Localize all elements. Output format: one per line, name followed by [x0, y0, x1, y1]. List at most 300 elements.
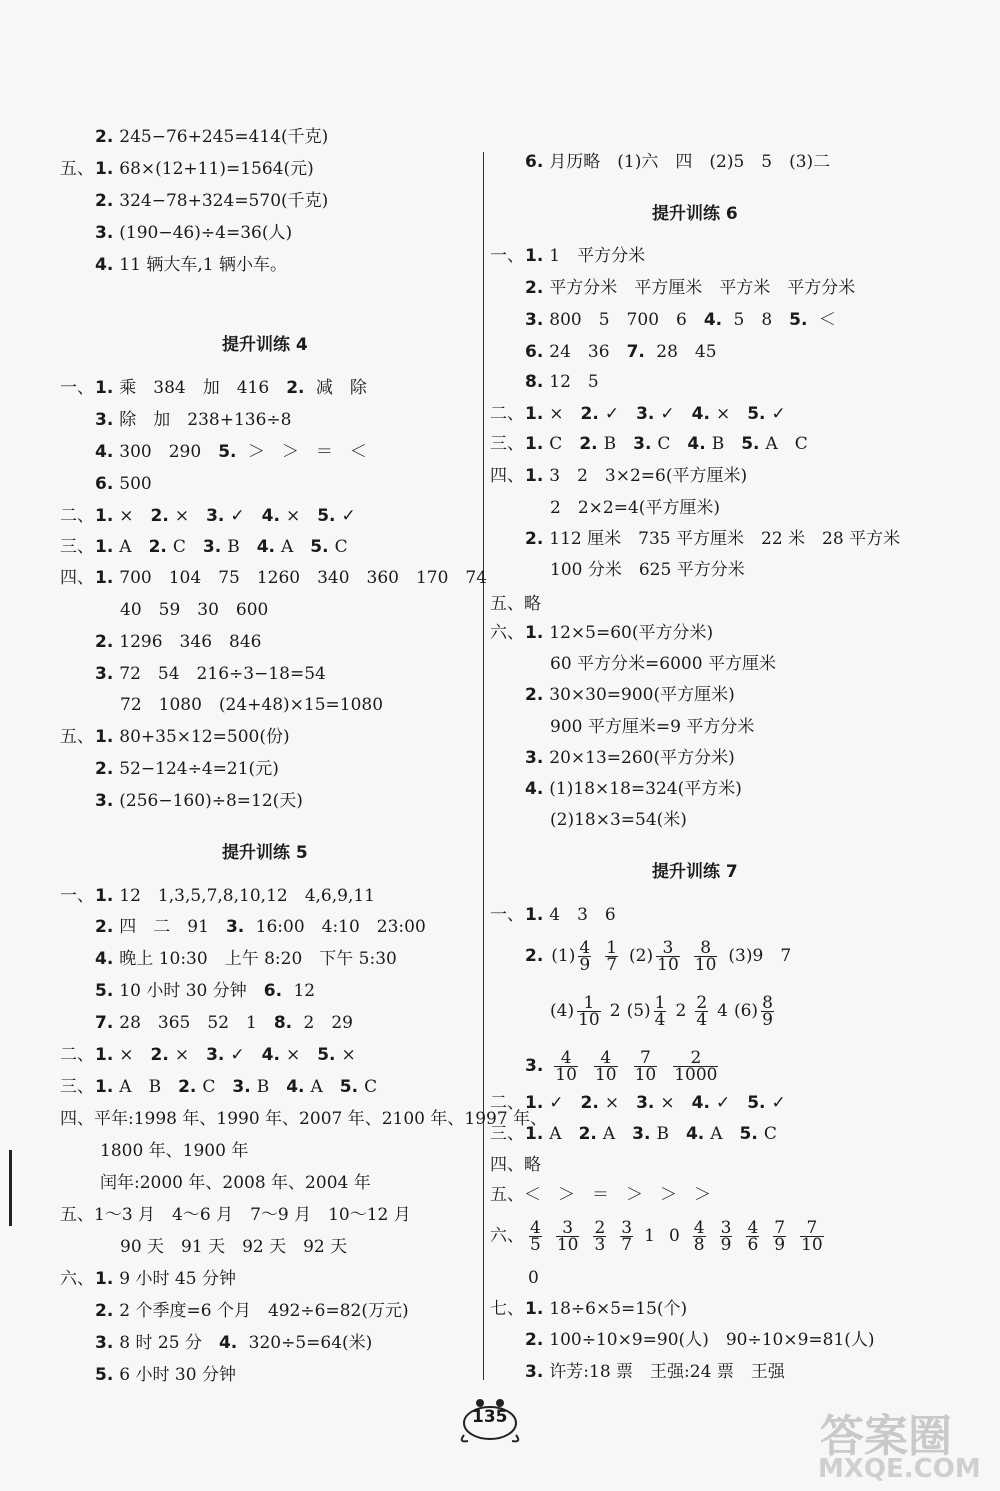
answer-line — [60, 1107, 547, 1131]
denominator: 4 — [696, 1010, 708, 1030]
item-number: 6. — [263, 981, 283, 1001]
answer-text: A B — [119, 1077, 179, 1097]
answer-text: 6 小时 30 分钟 — [119, 1365, 236, 1385]
answer-text: 12 — [288, 981, 316, 1001]
section-marker: 六、 — [490, 1226, 524, 1246]
answer-text: × — [604, 1093, 637, 1113]
answer-text: × — [119, 506, 151, 526]
answer-line — [60, 125, 328, 149]
item-number: 5. — [739, 1124, 758, 1144]
answer-text: 72 54 216÷3−18=54 — [119, 664, 326, 684]
answer-line — [490, 1091, 786, 1115]
answer-text: ✓ — [660, 404, 692, 424]
answer-text: C — [763, 1124, 777, 1144]
answer-text: 900 平方厘米=9 平方分米 — [550, 717, 755, 737]
answer-text: 1 — [644, 1226, 655, 1246]
answer-text: × — [285, 506, 318, 526]
answer-line — [60, 1075, 377, 1099]
numerator: 3 — [556, 1220, 580, 1237]
item-number: 6. — [525, 342, 544, 362]
item-number: 1. — [525, 623, 544, 643]
item-number: 5. — [95, 1365, 114, 1385]
answer-text: (6) — [733, 1001, 759, 1021]
answer-text: (2)18×3=54(米) — [550, 810, 687, 830]
item-number: 6. — [95, 474, 114, 494]
section-marker: 一、 — [60, 378, 94, 398]
answer-text: C — [172, 537, 203, 557]
answer-text: 五、＜ ＞ ＝ ＞ ＞ ＞ — [490, 1185, 711, 1205]
answer-line — [60, 1363, 236, 1387]
item-number: 4. — [687, 434, 706, 454]
answer-line — [550, 808, 687, 832]
answer-text: 0 — [528, 1268, 539, 1288]
answer-line — [490, 1183, 711, 1207]
answer-line — [60, 1203, 411, 1227]
answer-text: 减 除 — [310, 378, 367, 398]
answer-text: ✓ — [771, 1093, 786, 1113]
item-number: 2. — [579, 434, 598, 454]
answer-text: 112 厘米 735 平方厘米 22 米 28 平方米 — [549, 529, 901, 549]
item-number: 1. — [525, 246, 544, 266]
answer-text: 28 365 52 1 — [119, 1013, 274, 1033]
item-number: 2. — [95, 1301, 114, 1321]
item-number: 3. — [525, 310, 544, 330]
answer-text: 平方分米 平方厘米 平方米 平方分米 — [549, 278, 856, 298]
watermark-title: 答案圈 — [820, 1411, 952, 1462]
answer-line — [60, 979, 315, 1003]
answer-text: (3)9 7 — [728, 946, 792, 966]
answer-line — [60, 884, 375, 908]
item-number: 2. — [178, 1077, 197, 1097]
item-number: 4. — [261, 1045, 280, 1065]
answer-line — [490, 903, 616, 927]
answer-text: 800 5 700 6 — [549, 310, 704, 330]
item-number: 5. — [741, 434, 760, 454]
section-marker: 一、 — [490, 905, 524, 925]
answer-text: 4 3 6 — [549, 905, 616, 925]
item-number: 7. — [95, 1013, 114, 1033]
answer-text: C — [657, 434, 688, 454]
item-number: 2. — [580, 1093, 599, 1113]
denominator: 3 — [594, 1235, 606, 1255]
item-number: 3. — [202, 537, 222, 557]
item-number: 5. — [747, 1093, 766, 1113]
answer-text: 72 1080 (24+48)×15=1080 — [120, 695, 384, 715]
answer-text: 9 小时 45 分钟 — [119, 1269, 236, 1289]
denominator: 10 — [578, 1010, 600, 1030]
answer-line — [60, 440, 367, 464]
answer-text: 四、平年:1998 年、1990 年、2007 年、2100 年、1997 年、 — [60, 1109, 548, 1129]
answer-text: 90 天 91 天 92 天 92 天 — [120, 1237, 348, 1257]
fraction — [578, 940, 591, 973]
item-number: 4. — [95, 255, 114, 275]
answer-line — [60, 662, 326, 686]
answer-line — [490, 150, 830, 174]
numerator: 2 — [696, 993, 708, 1013]
item-number: 5. — [317, 1045, 336, 1065]
denominator: 10 — [634, 1065, 657, 1085]
answer-text: B — [227, 537, 257, 557]
answer-text: 68×(12+11)=1564(元) — [119, 159, 314, 179]
answer-text: × — [341, 1045, 356, 1065]
answer-text: × — [119, 1045, 151, 1065]
section-marker: 三、 — [60, 537, 94, 557]
answer-text: 四 二 91 — [119, 917, 226, 937]
answer-line — [100, 1139, 248, 1163]
item-number: 2. — [95, 632, 114, 652]
item-number: 1. — [525, 434, 544, 454]
answer-line — [490, 683, 735, 707]
answer-text: 300 290 — [119, 442, 219, 462]
answer-text: × — [174, 1045, 207, 1065]
item-number: 4. — [525, 779, 544, 799]
numerator: 2 — [673, 1050, 718, 1067]
item-number: 1. — [95, 159, 114, 179]
item-number: 2. — [95, 917, 114, 937]
fraction — [529, 1220, 542, 1253]
fraction — [593, 1220, 606, 1253]
answer-line — [60, 253, 287, 277]
numerator: 8 — [694, 940, 718, 957]
answer-text: 11 辆大车,1 辆小车。 — [119, 255, 287, 275]
denominator: 9 — [762, 1010, 773, 1030]
fraction — [673, 1050, 718, 1083]
item-number: 1. — [525, 1124, 544, 1144]
answer-line — [60, 1267, 236, 1291]
fraction — [620, 1220, 633, 1253]
item-number: 8. — [273, 1013, 293, 1033]
item-number: 4. — [256, 537, 275, 557]
item-number: 1. — [95, 506, 114, 526]
answer-text: ✓ — [230, 506, 262, 526]
item-number: 3. — [525, 1362, 544, 1382]
answer-line — [490, 340, 717, 364]
numerator: 4 — [579, 938, 591, 958]
item-number: 2. — [580, 404, 599, 424]
section-title: 提升训练 4 — [222, 335, 308, 355]
item-number: 3. — [525, 748, 544, 768]
item-number: 4. — [218, 1333, 238, 1353]
answer-text: 12 1,3,5,7,8,10,12 4,6,9,11 — [119, 886, 375, 906]
answer-text: 2 — [675, 1001, 687, 1021]
answer-text: × — [660, 1093, 692, 1113]
answer-text: 100 分米 625 平方分米 — [550, 560, 745, 580]
answer-text: 1296 346 846 — [119, 632, 262, 652]
answer-text: 2 29 — [298, 1013, 353, 1033]
answer-line — [60, 189, 328, 213]
denominator: 10 — [801, 1235, 823, 1255]
item-number: 2. — [148, 537, 167, 557]
item-number: 4. — [286, 1077, 305, 1097]
answer-text: 8 时 25 分 — [119, 1333, 219, 1353]
section-marker: 二、 — [490, 404, 524, 424]
fraction — [656, 940, 680, 973]
item-number: 2. — [286, 378, 305, 398]
item-number: 1. — [525, 404, 544, 424]
answer-text: ＜ — [813, 310, 836, 330]
numerator: 4 — [554, 1050, 578, 1067]
answer-line — [120, 1235, 347, 1259]
numerator: 8 — [762, 993, 773, 1013]
answer-text: B — [711, 434, 742, 454]
answer-text: (4) — [550, 1001, 575, 1021]
answer-text: 24 36 — [549, 342, 627, 362]
item-number: 2. — [525, 946, 544, 966]
answer-text: 40 59 30 600 — [120, 600, 269, 620]
item-number: 3. — [633, 434, 652, 454]
item-number: 2. — [150, 506, 169, 526]
answer-line — [550, 652, 776, 676]
answer-line — [60, 408, 292, 432]
item-number: 3. — [95, 791, 114, 811]
answer-text: 20×13=260(平方分米) — [549, 748, 735, 768]
numerator: 4 — [693, 1218, 705, 1238]
answer-text: 0 — [668, 1226, 680, 1246]
item-number: 5. — [747, 404, 766, 424]
section-title: 提升训练 6 — [652, 204, 738, 224]
answer-text: 10 小时 30 分钟 — [119, 981, 264, 1001]
answer-line — [490, 777, 742, 801]
answer-line — [60, 1331, 372, 1355]
item-number: 3. — [636, 404, 655, 424]
denominator: 9 — [774, 1235, 786, 1255]
section-marker: 二、 — [60, 1045, 94, 1065]
denominator: 10 — [555, 1065, 577, 1085]
fraction — [577, 995, 601, 1028]
answer-text: A — [119, 537, 149, 557]
answer-text: 2 个季度=6 个月 492÷6=82(万元) — [119, 1301, 409, 1321]
answer-text: 320÷5=64(米) — [243, 1333, 373, 1353]
answer-text: A — [280, 537, 311, 557]
item-number: 1. — [525, 905, 544, 925]
item-number: 4. — [691, 1093, 710, 1113]
fraction — [695, 995, 708, 1028]
item-number: 1. — [95, 727, 114, 747]
answer-text: 4 — [717, 1001, 728, 1021]
item-number: 1. — [95, 378, 114, 398]
answer-line — [490, 402, 786, 426]
answer-text: ✓ — [604, 404, 637, 424]
answer-text: 乘 384 加 416 — [119, 378, 287, 398]
denominator: 4 — [654, 1010, 666, 1030]
answer-text: A — [710, 1124, 740, 1144]
item-number: 7. — [626, 342, 645, 362]
item-number: 5. — [95, 981, 114, 1001]
item-number: 5. — [317, 506, 336, 526]
answer-line — [60, 630, 261, 654]
answer-text: A — [602, 1124, 633, 1144]
answer-text: 5 8 — [728, 310, 790, 330]
item-number: 2. — [95, 759, 114, 779]
fraction — [800, 1220, 824, 1253]
answer-text: B — [656, 1124, 686, 1144]
answer-text: 许芳:18 票 王强:24 票 王强 — [549, 1362, 785, 1382]
answer-text: A — [310, 1077, 340, 1097]
fraction — [746, 1220, 759, 1253]
answer-line — [550, 496, 720, 520]
item-number: 1. — [95, 537, 114, 557]
answer-line — [550, 558, 745, 582]
answer-text: 500 — [119, 474, 152, 494]
answer-text: × — [174, 506, 207, 526]
answer-text: 18÷6×5=15(个) — [549, 1299, 688, 1319]
answer-line — [490, 276, 855, 300]
answer-line — [490, 1122, 777, 1146]
answer-text: C — [364, 1077, 378, 1097]
answer-line — [60, 1299, 409, 1323]
numerator: 4 — [594, 1050, 618, 1067]
item-number: 2. — [95, 127, 114, 147]
answer-text: ✓ — [715, 1093, 748, 1113]
answer-text: ✓ — [230, 1045, 262, 1065]
fraction-line — [525, 940, 791, 973]
answer-text: 晚上 10:30 上午 8:20 下午 5:30 — [119, 949, 397, 969]
answer-line — [120, 693, 383, 717]
numerator: 3 — [656, 940, 680, 957]
answer-line — [490, 621, 713, 645]
fraction — [556, 1220, 580, 1253]
item-number: 5. — [339, 1077, 359, 1097]
answer-text: C — [334, 537, 348, 557]
item-number: 2. — [95, 191, 114, 211]
answer-text: C — [549, 434, 580, 454]
answer-line — [550, 715, 754, 739]
item-number: 2. — [525, 1330, 544, 1350]
item-number: 2. — [525, 278, 544, 298]
fraction — [634, 1050, 658, 1083]
answer-text: B — [256, 1077, 287, 1097]
item-number: 5. — [789, 310, 808, 330]
denominator: 5 — [530, 1235, 541, 1255]
answer-text: ✓ — [549, 1093, 581, 1113]
item-number: 2. — [525, 685, 544, 705]
denominator: 1000 — [674, 1065, 718, 1085]
fraction — [654, 995, 667, 1028]
answer-text: 四、略 — [490, 1155, 541, 1175]
answer-text: (2) — [629, 946, 654, 966]
fraction — [773, 1220, 786, 1253]
item-number: 1. — [95, 1269, 114, 1289]
fraction — [761, 995, 774, 1028]
section-marker: 六、 — [60, 1269, 94, 1289]
answer-line — [60, 221, 292, 245]
answer-text: 12×5=60(平方分米) — [549, 623, 714, 643]
answer-line — [60, 535, 348, 559]
answer-text: 除 加 238+136÷8 — [119, 410, 292, 430]
fraction — [720, 1220, 733, 1253]
answer-line — [60, 915, 426, 939]
item-number: 4. — [691, 404, 710, 424]
item-number: 3. — [525, 1056, 544, 1076]
numerator: 1 — [606, 938, 618, 958]
section-marker: 五、 — [60, 159, 94, 179]
section-marker: 三、 — [490, 434, 524, 454]
answer-text: 700 104 75 1260 340 360 170 74 — [119, 568, 488, 588]
section-marker: 六、 — [490, 623, 524, 643]
fraction-line — [490, 1220, 835, 1253]
section-marker: 二、 — [60, 506, 94, 526]
fraction — [594, 1050, 618, 1083]
numerator: 4 — [747, 1218, 759, 1238]
answer-text: 2 2×2=4(平方厘米) — [550, 498, 721, 518]
item-number: 3. — [636, 1093, 655, 1113]
item-number: 2. — [578, 1124, 597, 1144]
item-number: 4. — [95, 442, 114, 462]
numerator: 7 — [774, 1218, 786, 1238]
answer-text: C — [202, 1077, 233, 1097]
fraction — [694, 940, 718, 973]
page-number: 135 — [472, 1407, 508, 1427]
denominator: 9 — [579, 955, 591, 975]
section-marker: 四、 — [490, 466, 524, 486]
answer-line — [528, 1266, 539, 1290]
answer-text: 100÷10×9=90(人) 90÷10×9=81(人) — [549, 1330, 875, 1350]
denominator: 10 — [594, 1065, 617, 1085]
section-title: 提升训练 5 — [222, 843, 308, 863]
item-number: 3. — [632, 1124, 651, 1144]
answer-line — [490, 1153, 541, 1177]
item-number: 2. — [525, 529, 544, 549]
answer-text: 16:00 4:10 23:00 — [250, 917, 426, 937]
answer-text: B — [603, 434, 634, 454]
item-number: 8. — [525, 372, 544, 392]
denominator: 8 — [693, 1235, 705, 1255]
answer-text: A C — [765, 434, 808, 454]
answer-text: ✓ — [341, 506, 356, 526]
item-number: 3. — [206, 1045, 225, 1065]
answer-text: ＞ ＞ ＝ ＜ — [242, 442, 367, 462]
answer-text: 五、1～3 月 4～6 月 7～9 月 10～12 月 — [60, 1205, 411, 1225]
answer-text: ✓ — [771, 404, 786, 424]
numerator: 3 — [621, 1218, 633, 1238]
section-marker: 七、 — [490, 1299, 524, 1319]
item-number: 3. — [225, 917, 245, 937]
item-number: 6. — [525, 152, 544, 172]
answer-text: 1 平方分米 — [549, 246, 646, 266]
numerator: 7 — [800, 1220, 824, 1237]
answer-text: 28 45 — [650, 342, 717, 362]
denominator: 9 — [720, 1235, 732, 1255]
answer-text: 245−76+245=414(千克) — [119, 127, 329, 147]
answer-line — [490, 464, 747, 488]
denominator: 10 — [556, 1235, 579, 1255]
item-number: 4. — [703, 310, 723, 330]
section-title: 提升训练 7 — [652, 862, 738, 882]
numerator: 3 — [720, 1218, 732, 1238]
item-number: 5. — [218, 442, 237, 462]
answer-line — [490, 527, 900, 551]
section-marker: 三、 — [490, 1124, 524, 1144]
fraction — [693, 1220, 706, 1253]
item-number: 1. — [95, 1045, 114, 1065]
answer-line — [490, 432, 808, 456]
item-number: 1. — [525, 1299, 544, 1319]
answer-line — [60, 757, 279, 781]
numerator: 2 — [594, 1218, 606, 1238]
answer-text: (1)18×18=324(平方米) — [549, 779, 742, 799]
answer-text: 12 5 — [549, 372, 599, 392]
item-number: 1. — [525, 466, 544, 486]
answer-text: × — [715, 404, 748, 424]
answer-line — [490, 1297, 687, 1321]
answer-line — [120, 598, 268, 622]
item-number: 1. — [95, 568, 114, 588]
item-number: 1. — [95, 1077, 114, 1097]
fraction — [554, 1050, 578, 1083]
answer-line — [60, 472, 152, 496]
answer-line — [60, 157, 314, 181]
answer-text: 闰年:2000 年、2008 年、2004 年 — [100, 1173, 371, 1193]
